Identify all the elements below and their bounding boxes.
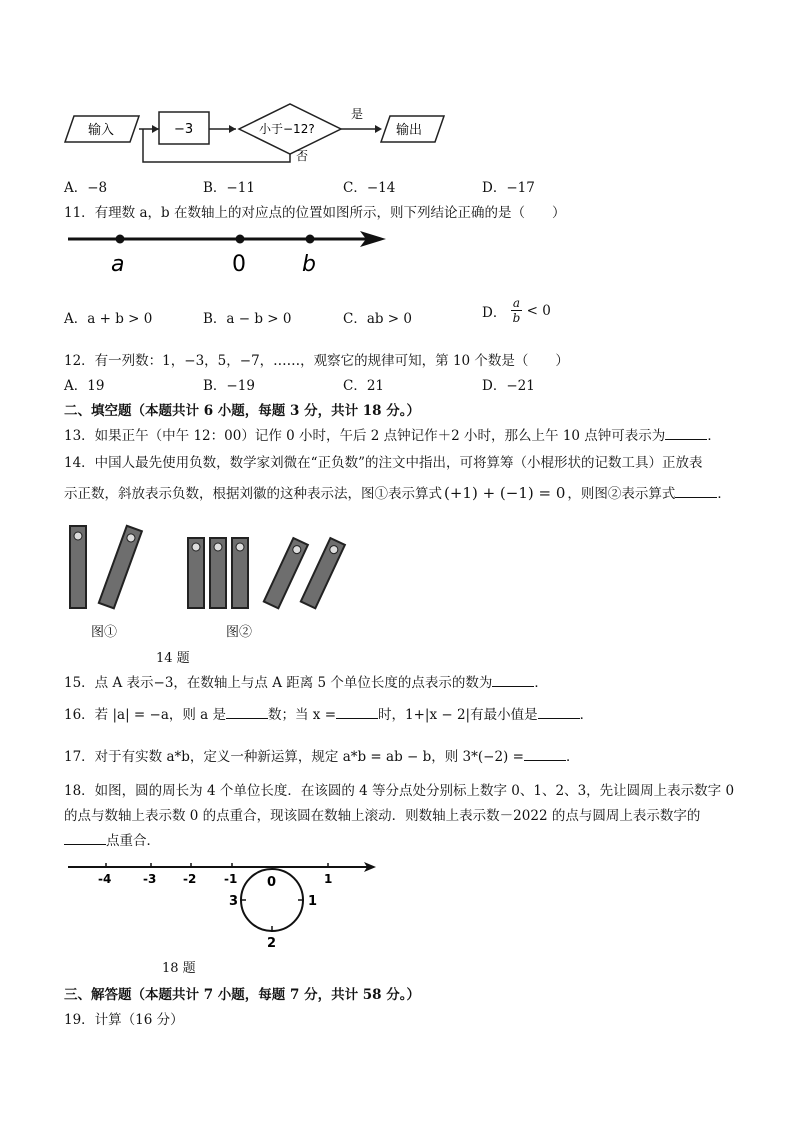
q11-option-d-tail: < 0 xyxy=(526,302,551,319)
q14-tail: ． xyxy=(717,486,731,502)
q14-text-2: 示正数，斜放表示负数，根据刘徽的这种表示法，图①表示算式 xyxy=(64,486,442,502)
q11-option-a: A．a + b > 0 xyxy=(64,311,153,327)
q16-text-3: 时，1+|x − 2|有最小值是 xyxy=(378,707,538,723)
circle-label-0: 0 xyxy=(267,875,277,890)
q18-stem-line3 xyxy=(64,829,160,849)
section-3-heading: 三、解答题（本题共计 7 小题，每题 7 分，共计 58 分。） xyxy=(64,987,421,1003)
q12-stem: 12．有一列数：1，−3，5，−7，……，观察它的规律可知，第 10 个数是（ ） xyxy=(64,353,569,369)
q14-fig2-label: 图② xyxy=(226,625,253,640)
q13-tail: ． xyxy=(707,428,721,444)
q18-stem-line2: 的点与数轴上表示数 0 的点重合，现该圆在数轴上滚动．则数轴上表示数－2022 的点与圆周上表示数字的 xyxy=(64,808,701,824)
q12-option-d: D．−21 xyxy=(482,378,535,394)
q11-option-c: C．ab > 0 xyxy=(343,311,413,327)
q16-text-2: 数；当 x = xyxy=(268,707,337,723)
fig1-rods xyxy=(70,526,142,609)
q16-blank-1 xyxy=(226,706,268,719)
label-0: 0 xyxy=(232,252,246,277)
q17-text: 17．对于有实数 a*b，定义一种新运算，规定 a*b = ab − b，则 3*(−2) = xyxy=(64,749,524,765)
q15-tail: ． xyxy=(534,675,548,691)
q10-option-d: D．−17 xyxy=(482,180,535,196)
flow-yes-label: 是 xyxy=(351,107,364,121)
q12-option-a: A．19 xyxy=(64,378,105,394)
q13-stem xyxy=(64,424,721,444)
q14-stem-line1: 14．中国人最先使用负数，数学家刘微在“正负数”的注文中指出，可将算筹（小棍形状的记数工具）正放表 xyxy=(64,455,703,471)
q14-answer-blank xyxy=(675,485,717,498)
tick-neg2: -2 xyxy=(183,872,197,886)
tick-neg4: -4 xyxy=(98,872,112,886)
q13-text: 13．如果正午（中午 12：00）记作 0 小时，午后 2 点钟记作＋2 小时，那么上午 10 点钟可表示为 xyxy=(64,428,666,444)
fig2-rods xyxy=(188,538,345,608)
q14-fig1-label: 图① xyxy=(91,625,118,640)
tick-1: 1 xyxy=(324,872,333,886)
flow-input-text: 输入 xyxy=(88,123,115,138)
q14-counting-rods-figure xyxy=(60,520,350,612)
q15-answer-blank xyxy=(492,674,534,687)
circle-label-2: 2 xyxy=(267,936,277,951)
q11-option-b: B．a − b > 0 xyxy=(203,311,292,327)
q16-stem xyxy=(64,703,593,723)
q18-text-3: 点重合． xyxy=(106,833,160,849)
q10-option-b: B．−11 xyxy=(203,180,255,196)
section-2-heading: 二、填空题（本题共计 6 小题，每题 3 分，共计 18 分。） xyxy=(64,403,421,419)
q16-tail: ． xyxy=(579,707,594,723)
q17-tail: ． xyxy=(565,749,580,765)
label-b: b xyxy=(302,252,316,277)
q11-stem: 11．有理数 a，b 在数轴上的对应点的位置如图所示，则下列结论正确的是（ ） xyxy=(64,205,566,221)
q15-text: 15．点 A 表示−3，在数轴上与点 A 距离 5 个单位长度的点表示的数为 xyxy=(64,675,493,691)
point-0 xyxy=(236,235,245,244)
q18-circle-number-line xyxy=(64,853,384,953)
point-b xyxy=(306,235,315,244)
q16-blank-2 xyxy=(336,706,378,719)
fraction-a-over-b xyxy=(511,296,523,325)
flow-no-label: 否 xyxy=(296,149,309,163)
q18-stem-line1: 18．如图，圆的周长为 4 个单位长度．在该圆的 4 等分点处分别标上数字 0、1、2、3，先让圆周上表示数字 0 xyxy=(64,783,735,799)
q18-answer-blank xyxy=(64,832,106,845)
q11-number-line xyxy=(64,225,394,280)
q17-answer-blank xyxy=(524,748,566,761)
label-a: a xyxy=(111,252,125,277)
q17-stem xyxy=(64,745,579,765)
q12-option-b: B．−19 xyxy=(203,378,255,394)
q10-option-c: C．−14 xyxy=(343,180,396,196)
q12-option-c: C．21 xyxy=(343,378,385,394)
q13-answer-blank xyxy=(665,427,707,440)
tick-neg3: -3 xyxy=(143,872,157,886)
q14-formula: (+1) + (−1) = 0 xyxy=(444,484,566,502)
tick-neg1: -1 xyxy=(224,872,238,886)
circle-label-3: 3 xyxy=(229,894,239,909)
flow-output-text: 输出 xyxy=(396,123,423,138)
q16-text-1: 16．若 |a| = −a，则 a 是 xyxy=(64,707,226,723)
q18-caption: 18 题 xyxy=(162,961,196,976)
q19-stem: 19．计算（16 分） xyxy=(64,1012,184,1028)
circle-label-1: 1 xyxy=(308,894,318,909)
flow-op-text: −3 xyxy=(174,122,194,137)
q10-flowchart xyxy=(64,96,454,166)
flow-condition-text: 小于−12? xyxy=(259,122,315,136)
point-a xyxy=(116,235,125,244)
q14-caption: 14 题 xyxy=(156,651,190,666)
q10-option-a: A．−8 xyxy=(64,180,108,196)
q14-text-3: ，则图②表示算式 xyxy=(567,486,676,502)
q15-stem xyxy=(64,671,548,691)
q16-blank-3 xyxy=(538,706,580,719)
q11-option-d-letter: D． xyxy=(482,304,507,321)
q11-option-d xyxy=(482,296,551,325)
fraction-denominator: b xyxy=(512,311,521,325)
fraction-numerator: a xyxy=(511,296,523,311)
q14-stem-line2 xyxy=(64,482,731,502)
